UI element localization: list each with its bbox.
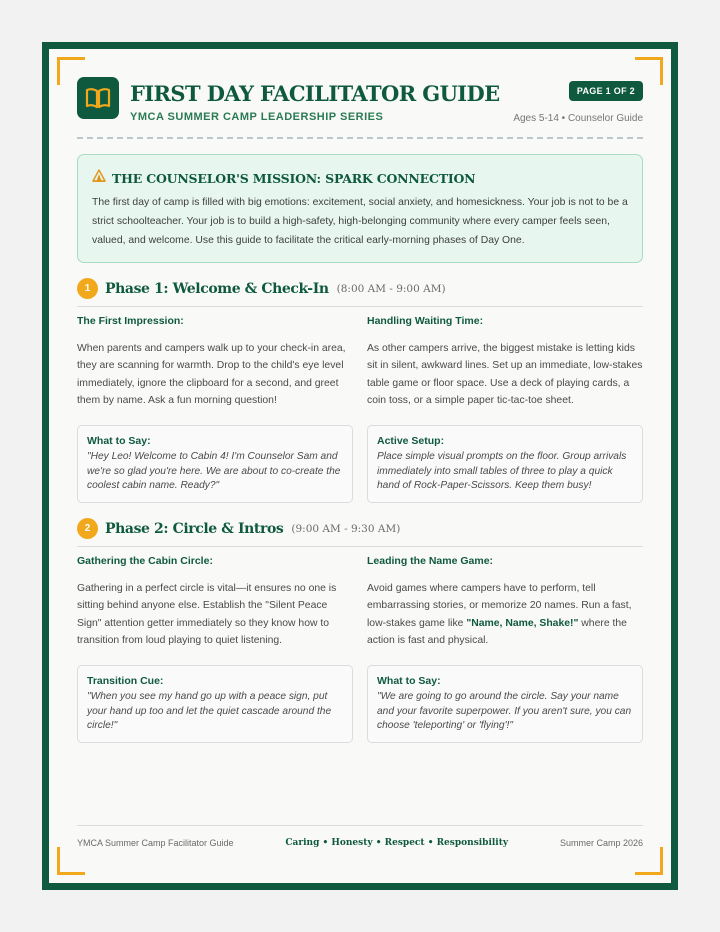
phase-1-header [77, 278, 643, 307]
mission-title: THE COUNSELOR'S MISSION: SPARK CONNECTION [112, 170, 476, 186]
tip-box [367, 425, 643, 503]
body-text: Avoid games where campers have to perform, tell embarrassing stories, or memorize 20 names. Run a fast, low-stakes game like [367, 583, 632, 629]
tip-title: Active Setup: [377, 435, 445, 447]
page-footer [77, 825, 643, 848]
phase-2-right-column [367, 555, 643, 743]
mission-callout [77, 154, 643, 263]
tip-box [77, 665, 353, 743]
section-heading: Leading the Name Game: [367, 555, 494, 567]
tip-body: "We are going to go around the circle. Say your name and your favorite superpower. If you aren't sure, you can choose 'teleporting' or 'flying'!" [377, 691, 632, 732]
open-book-icon [77, 77, 119, 119]
phase-title: Phase 1: Welcome & Check-In [105, 280, 329, 297]
page-number-badge: PAGE 1 OF 2 [569, 81, 643, 101]
section-heading: Handling Waiting Time: [367, 315, 484, 327]
section-body: As other campers arrive, the biggest mistake is letting kids sit in silent, awkward lines. Set up an immediate, low-stakes table game or floor space. Use a deck of playing cards, a coin toss, or a simple paper tic-tac-toe sheet. [367, 343, 643, 406]
tip-body: "When you see my hand go up with a peace sign, put your hand up too and let the quiet cascade around the circle!" [87, 691, 332, 732]
tip-body: Place simple visual prompts on the floor. Group arrivals immediately into small tables of three to play a quick hand of Rock-Paper-Scissors. Keep them busy! [377, 451, 627, 492]
tip-box [367, 665, 643, 743]
page [49, 49, 671, 883]
tip-title: Transition Cue: [87, 675, 164, 687]
phase-2-header [77, 518, 643, 547]
page-title: FIRST DAY FACILITATOR GUIDE [130, 81, 500, 106]
phase-1-columns [77, 315, 643, 503]
page-header [77, 77, 643, 137]
section-heading: Gathering the Cabin Circle: [77, 555, 213, 567]
phase-title: Phase 2: Circle & Intros [105, 520, 284, 537]
mission-body: The first day of camp is filled with big emotions: excitement, social anxiety, and homesickness. Your job is not to be a strict schoolteacher. Your job is to build a high-safety, high-belonging community where every camper feels seen, valued, and welcome. Use this guide to facilitate the critical early-morning phases of Day One. [92, 197, 628, 246]
page-subtitle: YMCA SUMMER CAMP LEADERSHIP SERIES [130, 111, 384, 123]
header-divider [77, 137, 643, 139]
phase-number-badge: 2 [77, 518, 98, 539]
tip-box [77, 425, 353, 503]
phase-2-columns [77, 555, 643, 743]
phase-1-right-column [367, 315, 643, 503]
footer-left: YMCA Summer Camp Facilitator Guide [77, 838, 234, 848]
body-text: where the action is fast and physical. [367, 617, 627, 646]
page-content [77, 77, 643, 883]
section-body: When parents and campers walk up to your check-in area, they are scanning for warmth. Drop to the child's eye level immediately, ignore the clipboard for a second, and greet them by name. Ask a fun morning question! [77, 343, 346, 406]
tip-body: "Hey Leo! Welcome to Cabin 4! I'm Counselor Sam and we're so glad you're here. We are about to co-create the coolest cabin name. Ready?" [87, 451, 341, 492]
phase-time: (8:00 AM - 9:00 AM) [336, 282, 446, 295]
section-body [367, 580, 643, 649]
page-frame [42, 42, 678, 890]
phase-time: (9:00 AM - 9:30 AM) [291, 522, 401, 535]
mission-heading [92, 169, 628, 187]
phase-1-left-column [77, 315, 353, 503]
audience-meta: Ages 5-14 • Counselor Guide [513, 113, 643, 124]
section-body: Gathering in a perfect circle is vital—it ensures no one is sitting behind anyone else. Establish the "Silent Peace Sign" attention getter immediately so they know how to transition from loud playing to quiet listening. [77, 583, 337, 646]
tip-title: What to Say: [377, 675, 441, 687]
phase-number-badge: 1 [77, 278, 98, 299]
footer-right: Summer Camp 2026 [559, 838, 643, 848]
camp-tent-icon [92, 169, 106, 187]
section-heading: The First Impression: [77, 315, 184, 327]
game-name-highlight: "Name, Name, Shake!" [466, 617, 579, 629]
tip-title: What to Say: [87, 435, 151, 447]
phase-2-left-column [77, 555, 353, 743]
footer-values: Caring • Honesty • Respect • Responsibility [285, 838, 509, 848]
